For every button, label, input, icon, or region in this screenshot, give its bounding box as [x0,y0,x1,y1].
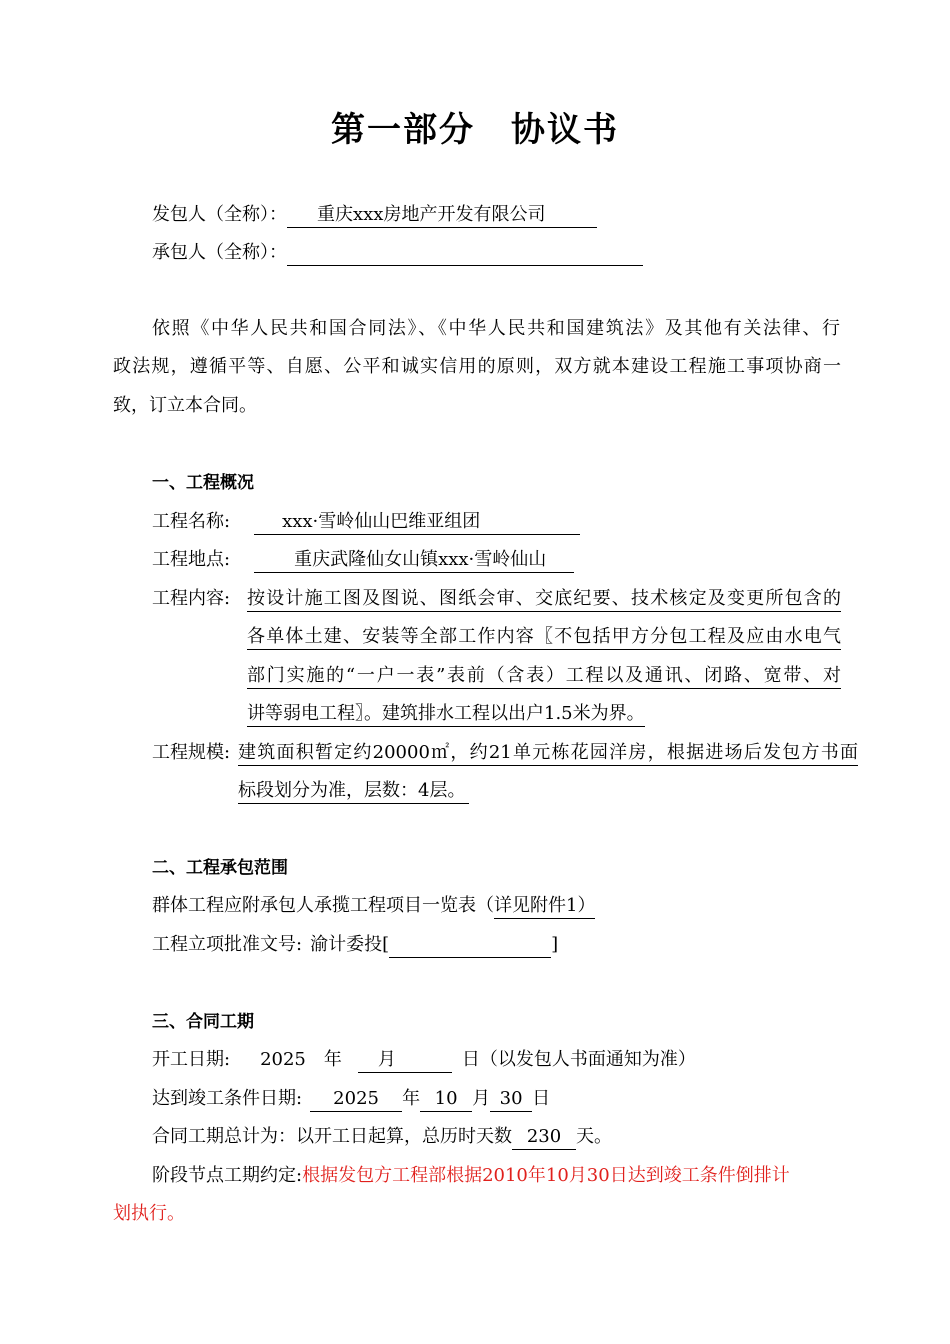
project-content-label: 工程内容: [152,588,231,609]
employer-label: 发包人（全称）： [152,204,287,225]
scope-text: 群体工程应附承包人承揽工程项目一览表（ [152,895,494,916]
contractor-blank [287,241,643,266]
start-day-blank [396,1048,452,1073]
employer-line [152,202,597,228]
start-month-char: 月 [378,1048,396,1073]
completion-day: 30 [490,1087,532,1112]
project-scale-line-2: 标段划分为准，层数：4层。 [238,778,469,804]
project-name-value: xxx·雪岭仙山巴维亚组团 [254,510,580,535]
project-content-line-3: 部门实施的“一户一表”表前（含表）工程以及通讯、闭路、宽带、对 [247,663,841,689]
title-part: 第一部分 [331,110,475,150]
project-location-line [152,547,574,573]
project-scale-line-1: 建筑面积暂定约20000㎡，约21单元栋花园洋房，根据进场后发包方书面 [238,740,858,766]
employer-value: 重庆xxx房地产开发有限公司 [287,203,597,228]
project-name-label: 工程名称: [152,511,231,532]
intro-line-1: 依照《中华人民共和国合同法》、《中华人民共和国建筑法》及其他有关法律、行 [152,318,840,339]
milestone-line-2: 划执行。 [113,1203,185,1224]
completion-year: 2025 [310,1087,402,1112]
start-date-line [152,1047,696,1073]
milestone-line [152,1163,790,1189]
project-content-line-1: 按设计施工图及图说、图纸会审、交底纪要、技术核定及变更所包含的 [247,586,841,612]
project-scale-label: 工程规模: [152,742,231,763]
project-location-value: 重庆武隆仙女山镇xxx·雪岭仙山 [254,548,574,573]
completion-year-char: 年 [402,1088,421,1109]
start-year: 2025 [260,1049,306,1070]
start-date-label: 开工日期: [152,1049,231,1070]
project-content-line-4: 讲等弱电工程〗。建筑排水工程以出户1.5米为界。 [247,701,645,727]
milestone-text: 根据发包方工程部根据2010年10月30日达到竣工条件倒排计 [302,1165,790,1186]
intro-line-3: 致，订立本合同。 [113,395,257,416]
section1-heading: 一、工程概况 [152,473,254,493]
completion-month: 10 [420,1087,472,1112]
approval-blank [389,933,551,958]
section2-heading: 二、工程承包范围 [152,858,288,878]
page-title [0,108,950,152]
completion-day-char: 日 [532,1088,551,1109]
section3-heading: 三、合同工期 [152,1012,254,1032]
scope-attachment: 详见附件1） [494,894,595,919]
total-suffix: 天。 [576,1126,612,1147]
project-location-label: 工程地点: [152,549,231,570]
start-note: （以发包人书面通知为准） [479,1049,696,1070]
milestone-label: 阶段节点工期约定: [152,1165,303,1186]
start-year-char: 年 [323,1049,342,1070]
scope-line [152,893,595,919]
project-name-line [152,509,580,535]
project-content-line-2: 各单体土建、安装等全部工作内容〖不包括甲方分包工程及应由水电气 [247,624,841,650]
title-name: 协议书 [511,110,619,150]
approval-line [152,932,558,958]
start-month-blank [358,1048,378,1073]
completion-date-line [152,1086,550,1112]
total-prefix: 合同工期总计为：以开工日起算，总历时天数 [152,1126,512,1147]
approval-prefix: 渝计委投[ [310,934,390,955]
contractor-line [152,240,643,266]
total-days: 230 [512,1125,576,1150]
approval-suffix: ] [551,934,559,955]
completion-label: 达到竣工条件日期: [152,1088,303,1109]
intro-line-2: 政法规，遵循平等、自愿、公平和诚实信用的原则，双方就本建设工程施工事项协商一 [113,356,841,377]
approval-label: 工程立项批准文号: [152,934,303,955]
total-duration-line [152,1124,612,1150]
completion-month-char: 月 [472,1088,491,1109]
contractor-label: 承包人（全称）： [152,242,287,263]
start-day-char: 日 [461,1049,480,1070]
